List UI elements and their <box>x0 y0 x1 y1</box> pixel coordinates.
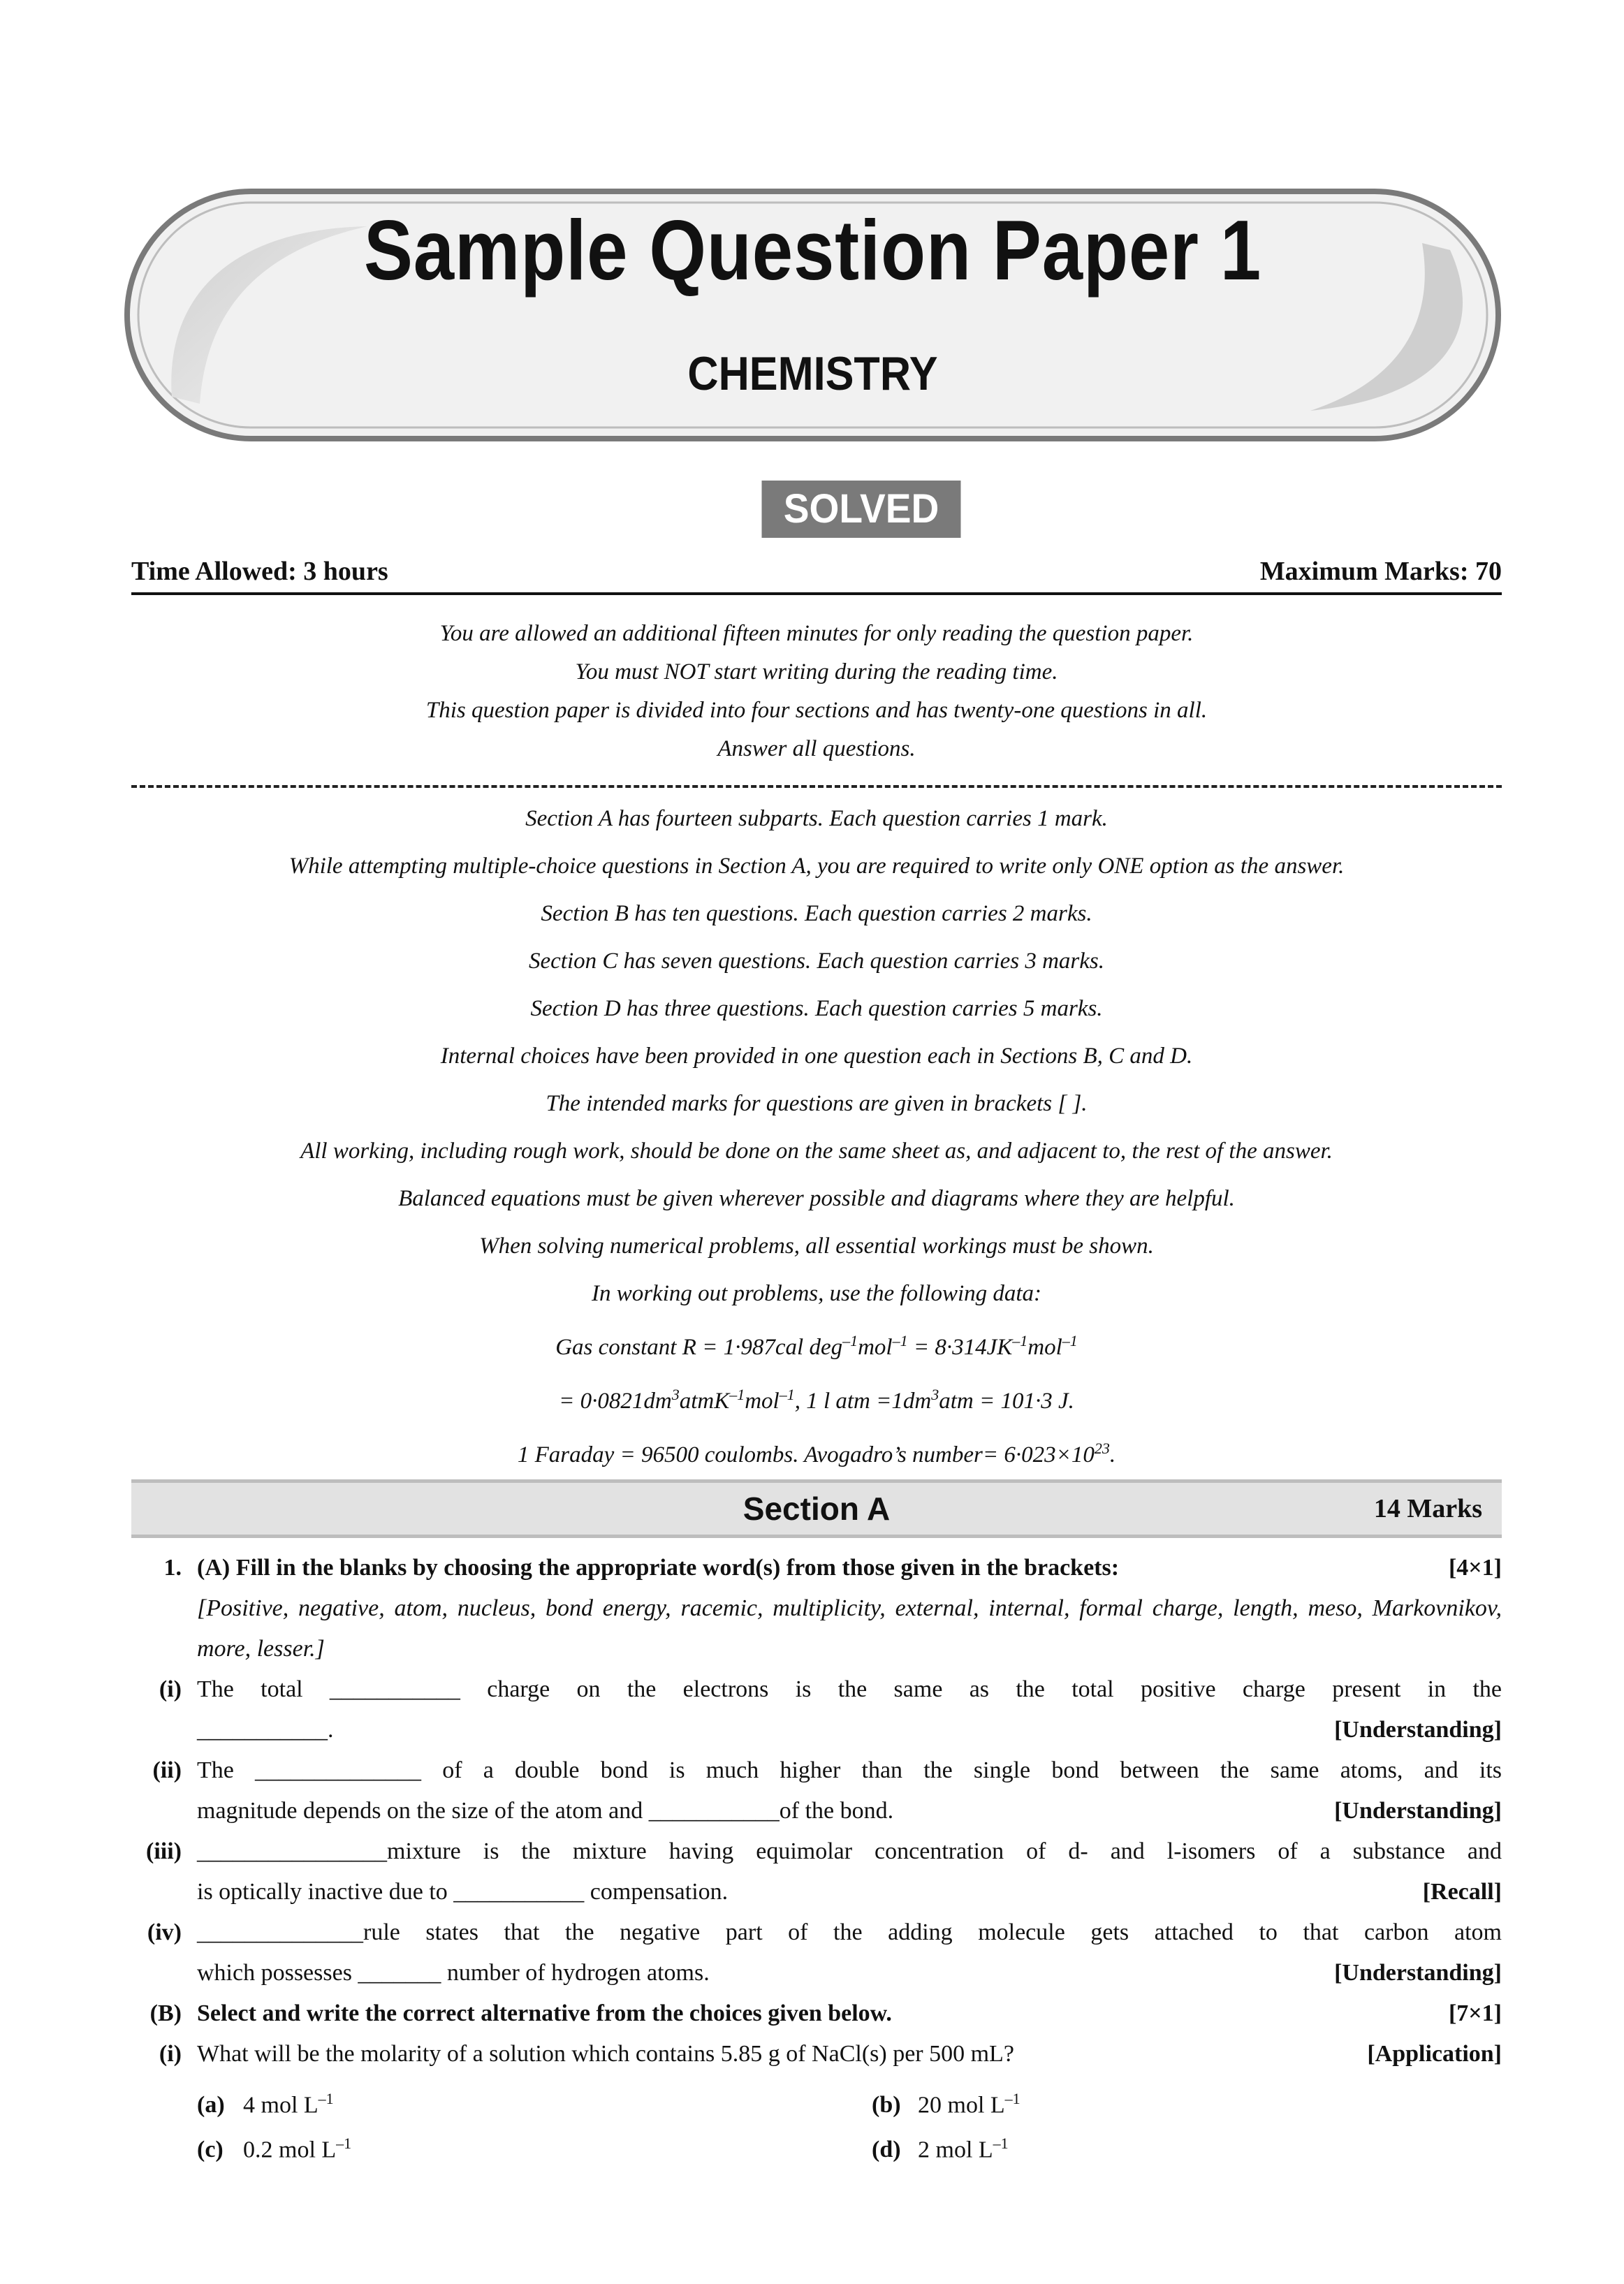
part-a-heading: (A) Fill in the blanks by choosing the appropriate word(s) from those given in the brackets: <box>197 1555 1120 1581</box>
instruction-line: All working, including rough work, should be done on the same sheet as, and adjacent to, the rest of the answer. <box>300 1139 1333 1164</box>
instruction-line: This question paper is divided into four sections and has twenty-one questions in all. <box>425 698 1208 723</box>
item-label: (iii) <box>146 1838 182 1864</box>
question-item <box>140 1831 1502 1912</box>
instruction-line: Section A has fourteen subparts. Each question carries 1 mark. <box>525 806 1108 831</box>
instruction-line: You must NOT start writing during the reading time. <box>575 659 1058 685</box>
instruction-line: You are allowed an additional fifteen minutes for only reading the question paper. <box>439 621 1194 646</box>
section-instructions <box>131 795 1502 1479</box>
question-1-part-b <box>140 1993 1502 2034</box>
item-text: is optically inactive due to ___________ compensation. <box>197 1879 729 1905</box>
item-label: (iv) <box>147 1919 182 1945</box>
item-text: magnitude depends on the size of the atom and ___________of the bond. <box>197 1798 894 1824</box>
item-tag: [Understanding] <box>1334 1717 1502 1743</box>
item-text: What will be the molarity of a solution which contains 5.85 g of NaCl(s) per 500 mL? <box>197 2041 1014 2067</box>
item-text: The ______________ of a double bond is much higher than the single bond between the same atoms, and its <box>197 1757 1502 1783</box>
question-1-part-a <box>140 1548 1502 1588</box>
constants-line-1: Gas constant R = 1·987cal $deg^{-1}mol^{-1} = 8\cdot 314JK^{-1}mol^{-1}$ <box>555 1332 1078 1360</box>
instruction-line: While attempting multiple-choice questions in Section A, you are required to write only ONE option as the answer. <box>288 854 1345 879</box>
part-label: (B) <box>149 2000 182 2026</box>
item-label: (i) <box>159 1676 182 1702</box>
paper-title: Sample Question Paper 1 <box>363 203 1262 298</box>
item-text: ______________rule states that the negative part of the adding molecule gets attached to that carbon atom <box>197 1919 1502 1945</box>
item-text: The total ___________ charge on the electrons is the same as the total positive charge present in the <box>197 1676 1502 1702</box>
question-number: 1. <box>163 1555 182 1581</box>
question-item <box>140 1750 1502 1831</box>
section-marks: 14 Marks <box>1373 1494 1482 1523</box>
option-b: (b) 20 mol $L^{-1}$ <box>872 2090 1021 2118</box>
question-item <box>140 1669 1502 1750</box>
question-item <box>140 2034 1502 2074</box>
subject-title: CHEMISTRY <box>687 347 938 400</box>
option-c: (c) 0.2 mol $L^{-1}$ <box>197 2135 352 2163</box>
part-b-heading: Select and write the correct alternative from the choices given below. <box>197 2000 892 2026</box>
item-tag: [Recall] <box>1422 1879 1502 1905</box>
section-title: Section A <box>742 1491 891 1527</box>
constants-line-2: = $0\cdot 0821dm^3atmK^{-1}mol^{-1}$, 1 l atm $=1dm^3atm = 101\cdot 3$ J. <box>559 1386 1074 1414</box>
instruction-line: Balanced equations must be given wherever possible and diagrams where they are helpful. <box>398 1186 1235 1211</box>
instruction-line: The intended marks for questions are given in brackets [ ]. <box>546 1091 1088 1116</box>
item-label: (ii) <box>152 1757 182 1783</box>
instruction-line: In working out problems, use the following data: <box>591 1281 1042 1306</box>
part-a-marks: [4×1] <box>1448 1555 1502 1581</box>
time-marks-bar <box>131 550 1502 595</box>
item-tag: [Understanding] <box>1334 1960 1502 1986</box>
part-b-marks: [7×1] <box>1448 2000 1502 2026</box>
item-text: which possesses _______ number of hydrogen atoms. <box>197 1960 710 1986</box>
instruction-line: Section D has three questions. Each question carries 5 marks. <box>530 996 1103 1021</box>
item-tag: [Understanding] <box>1334 1798 1502 1824</box>
time-allowed: Time Allowed: 3 hours <box>131 557 388 586</box>
instruction-line: When solving numerical problems, all essential workings must be shown. <box>479 1233 1154 1259</box>
item-tag: [Application] <box>1367 2041 1502 2067</box>
maximum-marks: Maximum Marks: 70 <box>1259 557 1502 586</box>
option-a: (a) 4 mol $L^{-1}$ <box>197 2090 334 2118</box>
item-text: ________________mixture is the mixture having equimolar concentration of d- and l-isomers of a substance and <box>197 1838 1502 1864</box>
constants-line-3: 1 Faraday = 96500 coulombs. Avogadro’s number= $6\cdot 023\times 10^{23}$. <box>517 1440 1116 1467</box>
instruction-line: Answer all questions. <box>717 736 916 761</box>
word-bank <box>140 1588 1502 1669</box>
option-d: (d) 2 mol $L^{-1}$ <box>872 2135 1009 2163</box>
general-instructions <box>131 615 1502 768</box>
section-a-header <box>131 1479 1502 1538</box>
solved-badge: SOLVED <box>762 481 961 538</box>
instruction-line: Section C has seven questions. Each question carries 3 marks. <box>529 949 1104 974</box>
question-item <box>140 1912 1502 1993</box>
item-label: (i) <box>159 2041 182 2067</box>
item-text: ___________. <box>197 1717 334 1743</box>
word-bank-text: [Positive, negative, atom, nucleus, bond energy, racemic, multiplicity, external, internal, formal charge, length, meso, Markovnikov, more, lesser.] <box>197 1595 1502 1662</box>
dashed-divider <box>131 785 1502 788</box>
instruction-line: Internal choices have been provided in one question each in Sections B, C and D. <box>440 1044 1193 1069</box>
instruction-line: Section B has ten questions. Each question carries 2 marks. <box>541 901 1092 926</box>
